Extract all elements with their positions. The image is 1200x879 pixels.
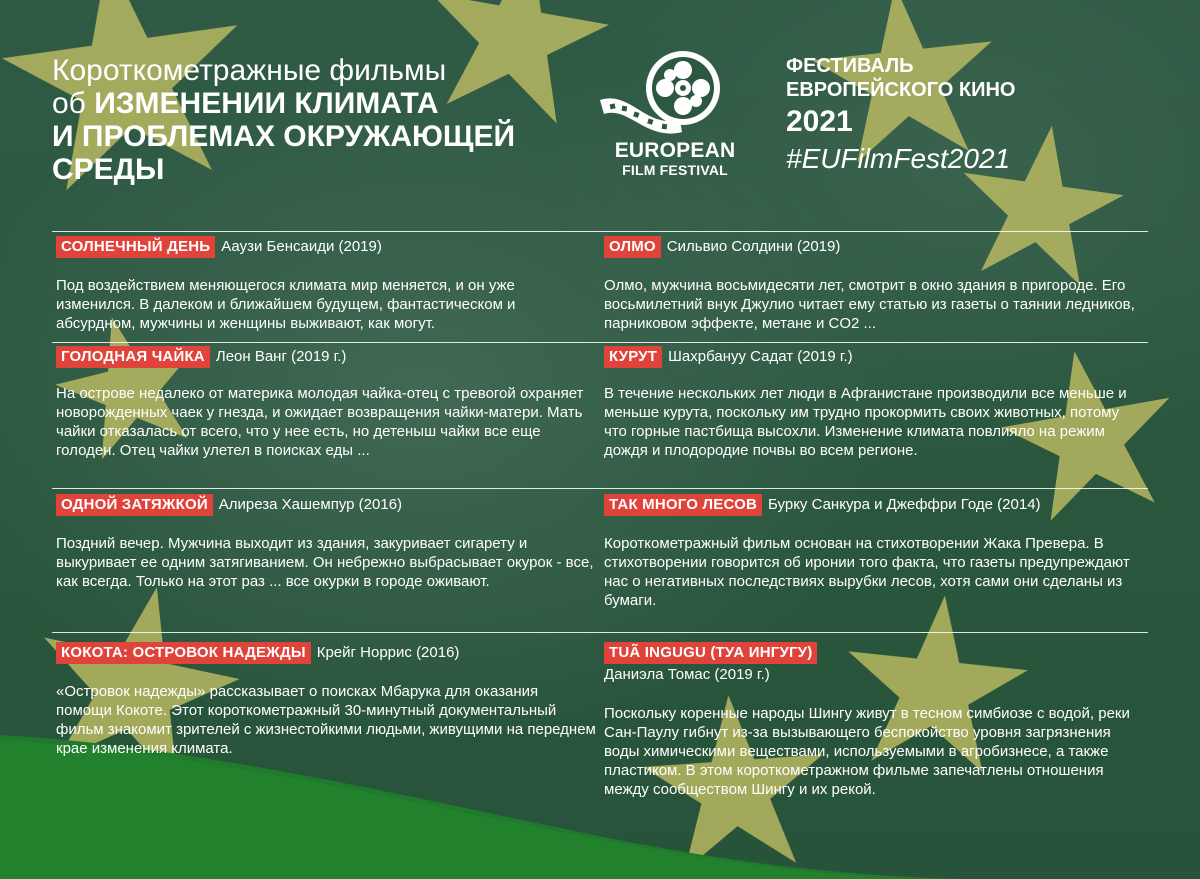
film-card [56, 642, 596, 758]
title-line-2: ИЗМЕНЕНИИ КЛИМАТА [94, 87, 439, 120]
film-description: Под воздействием меняющегося климата мир меняется, и он уже изменился. В далеком и ближайшем будущем, фантастическом и абсурдном, мужчины и женщины выживают, как могут. [56, 277, 516, 332]
title-line-4: СРЕДЫ [52, 153, 165, 186]
film-card [56, 494, 596, 591]
film-header [56, 642, 596, 664]
film-author: Бурку Санкура и Джеффри Годе (2014) [768, 496, 1041, 513]
festival-info [786, 54, 1166, 176]
film-title: СОЛНЕЧНЫЙ ДЕНЬ [56, 236, 215, 258]
title-line-2-prefix: об [52, 87, 95, 120]
film-header [56, 494, 596, 516]
logo-line-2: FILM FESTIVAL [622, 162, 728, 178]
film-header [604, 494, 1144, 516]
film-description: На острове недалеко от материка молодая чайка-отец с тревогой охраняет новорожденных чаек у гнезда, и ожидает возвращения чайки-матери. Мать чайки отказалась от всего, что у нее есть, но детеныш чайки все еще голоден. Отец чайки улетел в поисках еды ... [56, 385, 584, 459]
film-card [604, 346, 1144, 460]
festival-line-2: ЕВРОПЕЙСКОГО КИНО [786, 79, 1016, 101]
title-line-3: И ПРОБЛЕМАХ ОКРУЖАЮЩЕЙ [52, 120, 516, 153]
film-author: Шахрбануу Садат (2019 г.) [668, 348, 853, 365]
film-title: TUÃ INGUGU (ТУА ИНГУГУ) [604, 642, 817, 664]
divider [52, 488, 1148, 489]
festival-year: 2021 [786, 105, 853, 138]
film-header [56, 346, 596, 368]
film-description: Поздний вечер. Мужчина выходит из здания, закуривает сигарету и выкуривает ее одним затягиванием. Он небрежно выбрасывает окурок - все, как всегда. Только на этот раз ... все окурки в городе оживают. [56, 535, 594, 590]
film-description: Олмо, мужчина восьмидесяти лет, смотрит в окно здания в пригороде. Его восьмилетний внук Джулио читает ему статью из газеты о таянии ледников, парниковом эффекте, метане и CO2 ... [604, 277, 1135, 332]
film-author: Алиреза Хашемпур (2016) [218, 496, 403, 513]
film-description: Короткометражный фильм основан на стихотворении Жака Превера. В стихотворении говорится об иронии того факта, что газеты предупреждают нас о негативных последствиях вырубки лесов, хотя сами они сделаны из бумаги. [604, 535, 1130, 609]
film-header [604, 236, 1144, 258]
divider [52, 231, 1148, 232]
film-author: Крейг Норрис (2016) [316, 644, 460, 661]
film-author: Даниэла Томас (2019 г.) [604, 666, 770, 683]
title-line-1: Короткометражные фильмы [52, 54, 447, 87]
film-title: КУРУТ [604, 346, 662, 368]
film-author: Леон Ванг (2019 г.) [215, 348, 347, 365]
logo-text [600, 140, 750, 179]
film-card [56, 346, 596, 460]
divider [52, 342, 1148, 343]
festival-line-1: ФЕСТИВАЛЬ [786, 55, 914, 77]
film-header [56, 236, 596, 258]
film-description: Поскольку коренные народы Шингу живут в тесном симбиозе с водой, реки Сан-Паулу гибнут из-за вызывающего беспокойство уровня загрязнения воды химическими веществами, используемыми в агробизнесе, а также пластиком. В этом короткометражном фильме запечатлены отношения между сообществом Шингу и их рекой. [604, 705, 1130, 798]
film-author: Сильвио Солдини (2019) [666, 238, 841, 255]
film-card [604, 236, 1144, 333]
film-author: Ааузи Бенсаиди (2019) [221, 238, 382, 255]
logo-line-1: EUROPEAN [614, 139, 736, 162]
festival-hashtag: #EUFilmFest2021 [786, 143, 1011, 174]
film-title: ТАК МНОГО ЛЕСОВ [604, 494, 762, 516]
film-header [604, 346, 1144, 368]
film-description: В течение нескольких лет люди в Афганистане производили все меньше и меньше курута, поскольку им трудно прокормить своих животных, потому что горные пастбища высохли. Изменение климата повлияло на режим дождя и плодородие почвы во всем регионе. [604, 385, 1127, 459]
film-description: «Островок надежды» рассказывает о поисках Мбарука для оказания помощи Кокоте. Этот короткометражный 30-минутный документальный фильм знакомит зрителей с жизнестойкими людьми, живущими на переднем крае изменения климата. [56, 683, 596, 757]
film-card [604, 642, 1144, 799]
film-card [56, 236, 596, 333]
film-title: КОКОТА: ОСТРОВОК НАДЕЖДЫ [56, 642, 311, 664]
film-title: ОЛМО [604, 236, 661, 258]
film-header [604, 642, 1144, 686]
page-title [52, 54, 572, 186]
film-card [604, 494, 1144, 610]
film-title: ГОЛОДНАЯ ЧАЙКА [56, 346, 210, 368]
divider [52, 632, 1148, 633]
film-title: ОДНОЙ ЗАТЯЖКОЙ [56, 494, 213, 516]
